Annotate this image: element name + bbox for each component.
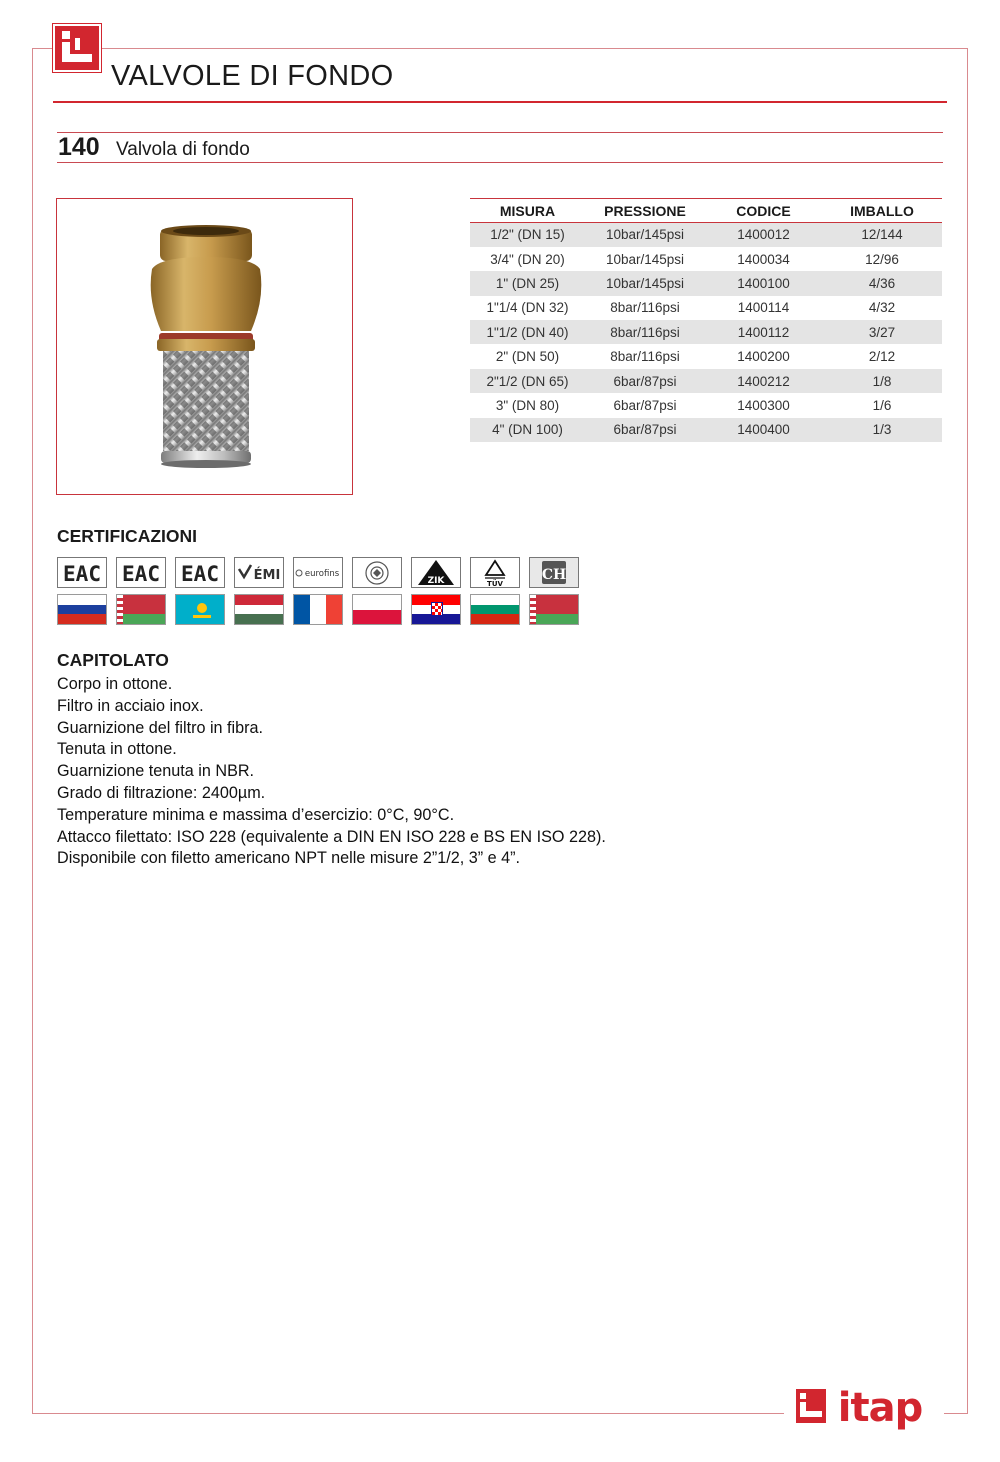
- flag-hungary-icon: [234, 594, 284, 625]
- zik-mark-text: ZIK: [427, 576, 445, 586]
- cell-pressione: 10bar/145psi: [605, 251, 685, 267]
- capitolato-heading: CAPITOLATO: [57, 650, 169, 670]
- flag-poland-icon: [352, 594, 402, 625]
- table-row: [470, 271, 942, 295]
- capitolato-list: [57, 674, 606, 870]
- capitolato-line: Disponibile con filetto americano NPT nelle misure 2”1/2, 3” e 4”.: [57, 849, 521, 868]
- ch-mark-icon: [529, 557, 579, 588]
- title-divider: [53, 101, 947, 103]
- product-bar-top-rule: [57, 132, 943, 133]
- ch-mark-text: CH: [541, 567, 567, 583]
- eac-mark-text: EAC: [122, 561, 160, 586]
- cell-imballo: 4/32: [868, 300, 896, 316]
- cell-misura: 2" (DN 50): [495, 349, 560, 365]
- column-header-pressione: PRESSIONE: [585, 199, 705, 223]
- column-header-imballo: IMBALLO: [822, 199, 942, 223]
- flag-france-icon: [293, 594, 343, 625]
- cell-imballo: 1/3: [822, 418, 942, 442]
- cell-misura: 3/4" (DN 20): [490, 251, 565, 267]
- flag-croatia-icon: [411, 594, 461, 625]
- cell-pressione: 10bar/145psi: [585, 271, 705, 295]
- column-header-misura: MISURA: [470, 199, 585, 223]
- cell-misura: 4" (DN 100): [470, 418, 585, 442]
- cell-imballo: 1/8: [822, 369, 942, 393]
- eurofins-mark-icon: [293, 557, 343, 588]
- itap-corner-logo-icon: [53, 24, 101, 72]
- flag-bulgaria-icon: [470, 594, 520, 625]
- eac-mark-icon: [57, 557, 107, 588]
- cell-misura: 2"1/2 (DN 65): [470, 369, 585, 393]
- capitolato-line: Attacco filettato: ISO 228 (equivalente a DIN EN ISO 228 e BS EN ISO 228).: [57, 827, 606, 846]
- cell-misura: 1"1/4 (DN 32): [486, 300, 569, 316]
- table-row: [470, 247, 942, 271]
- page-frame-left: [32, 48, 33, 1414]
- cell-codice: 1400012: [705, 223, 822, 247]
- table-row: [470, 418, 942, 442]
- cell-misura: 1" (DN 25): [470, 271, 585, 295]
- country-flags: [57, 594, 579, 625]
- cell-imballo: 12/144: [822, 223, 942, 247]
- tuv-triangle-icon: [470, 557, 520, 588]
- table-row: [470, 393, 942, 417]
- eac-mark-icon: [175, 557, 225, 588]
- product-code: 140: [58, 133, 100, 161]
- cell-pressione: 6bar/87psi: [613, 397, 677, 413]
- cell-misura: 1"1/2 (DN 40): [470, 320, 585, 344]
- cell-imballo: 2/12: [868, 349, 896, 365]
- table-row: [470, 296, 942, 320]
- cell-codice: 1400200: [737, 349, 790, 365]
- cell-pressione: 6bar/87psi: [585, 369, 705, 393]
- table-row: [470, 320, 942, 344]
- cell-codice: 1400100: [705, 271, 822, 295]
- emi-mark-icon: [234, 557, 284, 588]
- flag-russia-icon: [57, 594, 107, 625]
- tuv-mark-text: TÜV: [487, 580, 503, 587]
- zik-triangle-icon: [411, 557, 461, 588]
- table-row: [470, 369, 942, 393]
- page-title: VALVOLE DI FONDO: [111, 60, 394, 92]
- brand-name: itap: [837, 1385, 923, 1431]
- eac-mark-text: EAC: [63, 561, 101, 586]
- emi-mark-text: ÉMI: [253, 567, 281, 583]
- certifications-heading: CERTIFICAZIONI: [57, 526, 197, 546]
- cell-imballo: 1/6: [872, 397, 892, 413]
- capitolato-line: Guarnizione tenuta in NBR.: [57, 762, 255, 781]
- flag-belarus-icon: [116, 594, 166, 625]
- product-name: Valvola di fondo: [116, 139, 250, 160]
- cell-codice: 1400212: [705, 369, 822, 393]
- cell-codice: 1400034: [737, 251, 790, 267]
- capitolato-line: Grado di filtrazione: 2400µm.: [57, 783, 266, 802]
- circular-seal-icon: [352, 557, 402, 588]
- cell-codice: 1400400: [705, 418, 822, 442]
- eurofins-mark-text: eurofins: [304, 568, 340, 579]
- cell-imballo: 3/27: [822, 320, 942, 344]
- cell-imballo: 4/36: [822, 271, 942, 295]
- column-header-codice: CODICE: [705, 199, 822, 223]
- cell-misura: 1/2" (DN 15): [470, 223, 585, 247]
- cell-pressione: 8bar/116psi: [610, 349, 680, 365]
- cell-codice: 1400112: [705, 320, 822, 344]
- capitolato-line: Tenuta in ottone.: [57, 740, 177, 759]
- itap-brand-logo: [784, 1383, 944, 1441]
- table-row: [470, 344, 942, 368]
- cell-pressione: 6bar/87psi: [585, 418, 705, 442]
- cell-codice: 1400300: [737, 397, 790, 413]
- capitolato-line: Temperature minima e massima d’esercizio: 0°C, 90°C.: [57, 805, 455, 824]
- capitolato-line: Guarnizione del filtro in fibra.: [57, 718, 264, 737]
- product-bar-bottom-rule: [57, 162, 943, 163]
- capitolato-line: Corpo in ottone.: [57, 675, 173, 693]
- page-frame-top: [32, 48, 968, 49]
- eac-mark-text: EAC: [181, 561, 219, 586]
- flag-belarus-icon: [529, 594, 579, 625]
- page-frame-right: [967, 48, 968, 1414]
- capitolato-line: Filtro in acciaio inox.: [57, 696, 204, 715]
- cell-pressione: 10bar/145psi: [585, 223, 705, 247]
- product-spec-table: [470, 198, 942, 442]
- table-row: [470, 223, 942, 247]
- certification-badges: [57, 557, 579, 588]
- eac-mark-icon: [116, 557, 166, 588]
- cell-pressione: 8bar/116psi: [585, 320, 705, 344]
- table-header-row: [470, 199, 942, 223]
- cell-pressione: 8bar/116psi: [610, 300, 680, 316]
- cell-misura: 3" (DN 80): [495, 397, 560, 413]
- foot-valve-illustration-icon: [57, 199, 351, 493]
- cell-imballo: 12/96: [865, 251, 899, 267]
- product-photo: [56, 198, 353, 495]
- flag-kazakhstan-icon: [175, 594, 225, 625]
- cell-codice: 1400114: [737, 300, 790, 316]
